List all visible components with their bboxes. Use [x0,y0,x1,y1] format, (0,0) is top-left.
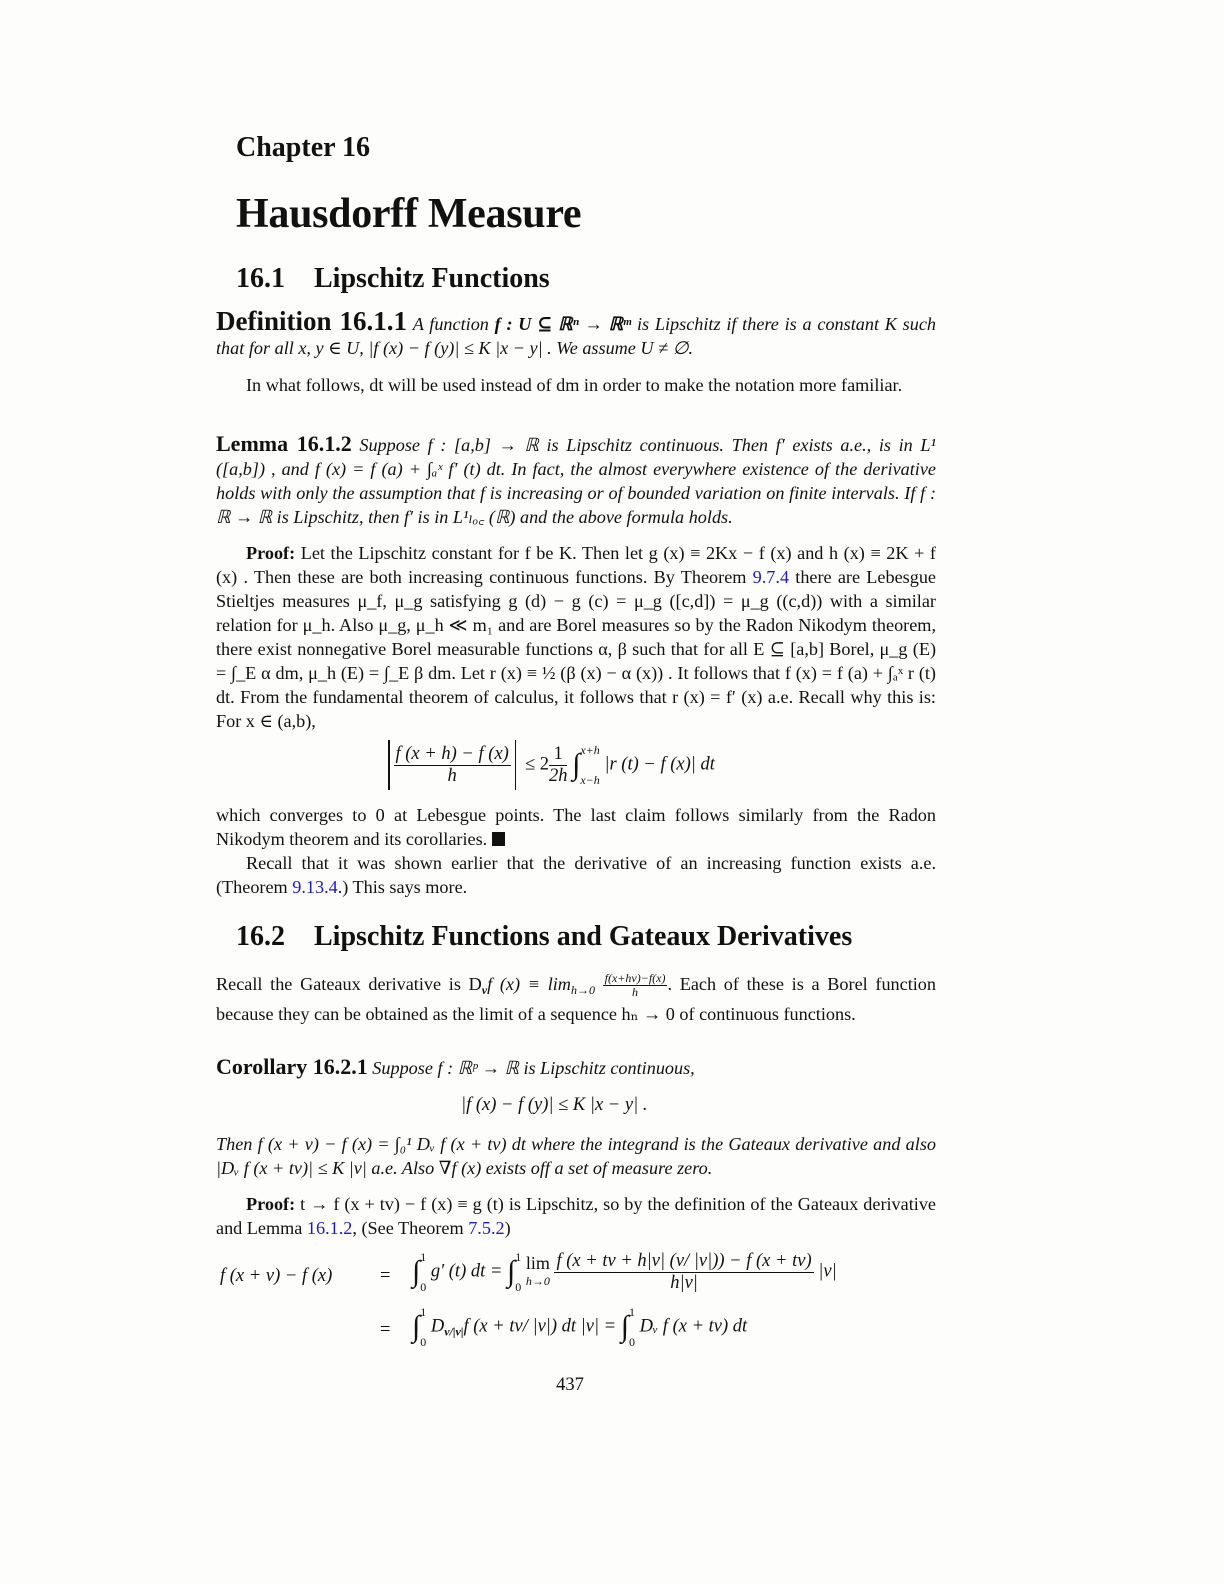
recall-text-b: .) This says more. [337,877,468,897]
leq-two: ≤ 2 [524,754,549,775]
row2-c: Dᵥ f (x + tv) dt [639,1316,748,1337]
proof-text-b: there are Lebesgue Stieltjes measures μ_f, μ_g satisfying g (d) − g (c) = μ_g ([c,d]) = μ_g ((c,d)) with a similar relation for μ_h. Also μ_g, μ_h ≪ m₁ and are Borel measures so by the Radon Nikodym theorem, there exist nonnegative Borel measurable functions α, β such that for all E ⊆ [a,b] Borel, μ_g (E) = ∫_E α dm, μ_h (E) = ∫_E β dm. Let r (x) ≡ ½ (β (x) − α (x)) . It follows that f (x) = f (a) + ∫ₐˣ r (t) dt. From the fundamental theorem of calculus, it follows that r (x) = f′ (x) a.e. Recall why this is: For x ∈ (a,b), [216,567,936,731]
fraction-denominator: h [447,765,457,786]
integral-sign: ∫ [620,1310,630,1343]
lower-limit: 0 [420,1280,427,1294]
lower-limit: x−h [580,773,600,787]
integral-sign: ∫ [412,1255,421,1288]
gateaux-frac-den: h [632,985,639,1000]
upper-limit: x+h [580,743,600,757]
proof-lemma [216,541,936,733]
integral-sign: ∫ [506,1255,516,1288]
integral-limits [629,1305,635,1349]
coefficient-fraction [549,744,568,787]
abs-bar-right [515,740,517,790]
integrand: |r (t) − f (x)| dt [604,754,715,775]
chapter-title: Hausdorff Measure [236,191,582,237]
corollary-text-2: Then f (x + v) − f (x) = ∫₀¹ Dᵥ f (x + tv) dt where the integrand is the Gateaux derivative and also |Dᵥ f (x + tv)| ≤ K |v| a.e. Also ∇f (x) exists off a set of measure zero. [216,1134,936,1178]
link-lemma-16-1-2[interactable]: 16.1.2 [306,1218,353,1238]
gateaux-fraction [603,972,668,999]
row2-sub: v/|v| [444,1324,464,1339]
section-title: Lipschitz Functions and Gateaux Derivatives [314,921,853,952]
upper-limit: 1 [629,1305,636,1319]
lemma-16-1-2 [216,432,936,529]
equation-equals-2: = [380,1320,391,1340]
coef-numerator: 1 [549,744,568,766]
row1-numerator: f (x + tv + h|v| (v/ |v|)) − f (x + tv) [556,1250,812,1271]
row2-b: f (x + tv/ |v|) dt |v| = [463,1316,617,1337]
fraction [394,744,511,787]
lemma-text: Suppose f : [a,b] → ℝ is Lipschitz continuous. Then f′ exists a.e., is in L¹ ([a,b]) , and f (x) = f (a) + ∫ₐˣ f′ (t) dt. In fact, the almost everywhere existence of the derivative holds with only the assumption that f is increasing or of bounded variation on finite intervals. If f : ℝ → ℝ is Lipschitz, then f′ is in L¹ₗₒ꜀ (ℝ) and the above formula holds. [216,435,936,527]
paragraph-notation: In what follows, dt will be used instead of dm in order to make the notation more familiar. [246,375,903,395]
gateaux-text-b: f (x) ≡ lim [487,974,571,994]
definition-math: f : U ⊆ ℝⁿ → ℝᵐ [494,314,632,334]
lower-limit: 0 [515,1280,522,1294]
equation-row-1 [412,1250,837,1294]
paragraph-recall [216,851,936,899]
proof-lemma-conclusion [216,803,936,851]
abs-bar-left [388,740,390,790]
link-theorem-7-5-2[interactable]: 7.5.2 [468,1218,505,1238]
row1-denominator: h|v| [670,1272,698,1293]
lower-limit: 0 [629,1335,636,1349]
integral-limits [420,1305,426,1349]
page-number: 437 [556,1375,584,1395]
lemma-head: Lemma 16.1.2 [216,431,352,456]
display-equation-difference-quotient [384,740,715,790]
corollary-display: |f (x) − f (y)| ≤ K |x − y| . [461,1095,648,1115]
integral-limits [515,1250,521,1294]
gateaux-frac-num: f(x+hv)−f(x) [604,971,666,986]
corollary-16-2-1 [216,1055,936,1080]
definition-head: Definition 16.1.1 [216,306,407,336]
proof-text-a: Let the Lipschitz constant for f be K. Then let g (x) ≡ 2Kx − f (x) and h (x) ≡ 2K + f (x) . Then these are both increasing continuous functions. By Theorem [216,543,936,587]
gateaux-lim-sub: h→0 [570,983,595,997]
proof-label: Proof: [246,1194,296,1214]
section-heading-16-2 [236,921,852,953]
section-heading-16-1 [236,263,550,295]
lim-text: lim [525,1253,550,1273]
upper-limit: 1 [420,1305,427,1319]
row1-tail: |v| [818,1261,837,1282]
gateaux-text-a: Recall the Gateaux derivative is D [216,974,482,994]
proof-corollary [216,1192,936,1240]
recall-text-a: Recall that it was shown earlier that the derivative of an increasing function exists a.e.(Theorem [216,853,936,897]
gateaux-text-c: . Each of these is a Borel function because they can be obtained as the limit of a sequence hₙ → 0 of continuous functions. [216,974,936,1024]
limit-operator [526,1254,550,1290]
integral-sign: ∫ [572,748,581,781]
equation-row-2 [412,1305,747,1349]
row2-d: D [430,1316,445,1337]
link-theorem-9-13-4[interactable]: 9.13.4 [292,877,338,897]
fraction-numerator: f (x + h) − f (x) [395,743,509,764]
section-number: 16.2 [236,921,285,952]
lower-limit: 0 [420,1335,427,1349]
equation-equals-1: = [380,1266,391,1286]
coef-denominator: 2h [548,765,568,786]
upper-limit: 1 [515,1250,522,1264]
lim-sub: h→0 [525,1274,550,1288]
proof-label: Proof: [246,543,296,563]
section-number: 16.1 [236,263,285,294]
proof2-text-b: , (See Theorem [352,1218,469,1238]
integral-limits [420,1250,426,1294]
definition-16-1-1 [216,306,936,360]
section-title: Lipschitz Functions [314,263,550,294]
definition-text-b: is Lipschitz if there is a constant K such that for all x, y ∈ U, |f (x) − f (y)| ≤ K |x − y| . We assume U ≠ ∅. [216,314,936,358]
upper-limit: 1 [420,1250,427,1264]
paragraph-gateaux [216,972,936,1026]
integral-limits [580,743,599,787]
corollary-text-1: Suppose f : ℝᵖ → ℝ is Lipschitz continuous, [372,1058,695,1078]
chapter-label: Chapter 16 [236,132,371,163]
row1-gprime: g′ (t) dt = [430,1261,503,1282]
definition-text-a: A function [412,314,495,334]
proof-text-c: which converges to 0 at Lebesgue points. The last claim follows similarly from the Radon Nikodym theorem and its corollaries. [216,805,936,849]
proof2-text-a: t → f (x + tv) − f (x) ≡ g (t) is Lipschitz, so by the definition of the Gateaux derivative and Lemma [216,1194,936,1238]
corollary-head: Corollary 16.2.1 [216,1054,368,1079]
link-theorem-9-7-4[interactable]: 9.7.4 [752,567,790,587]
proof2-text-c: ) [504,1218,511,1238]
integral-sign: ∫ [412,1310,421,1343]
qed-square-icon [492,832,505,846]
gateaux-sub-v: v [481,983,488,997]
equation-lhs: f (x + v) − f (x) [220,1266,333,1286]
row1-fraction [554,1251,813,1294]
